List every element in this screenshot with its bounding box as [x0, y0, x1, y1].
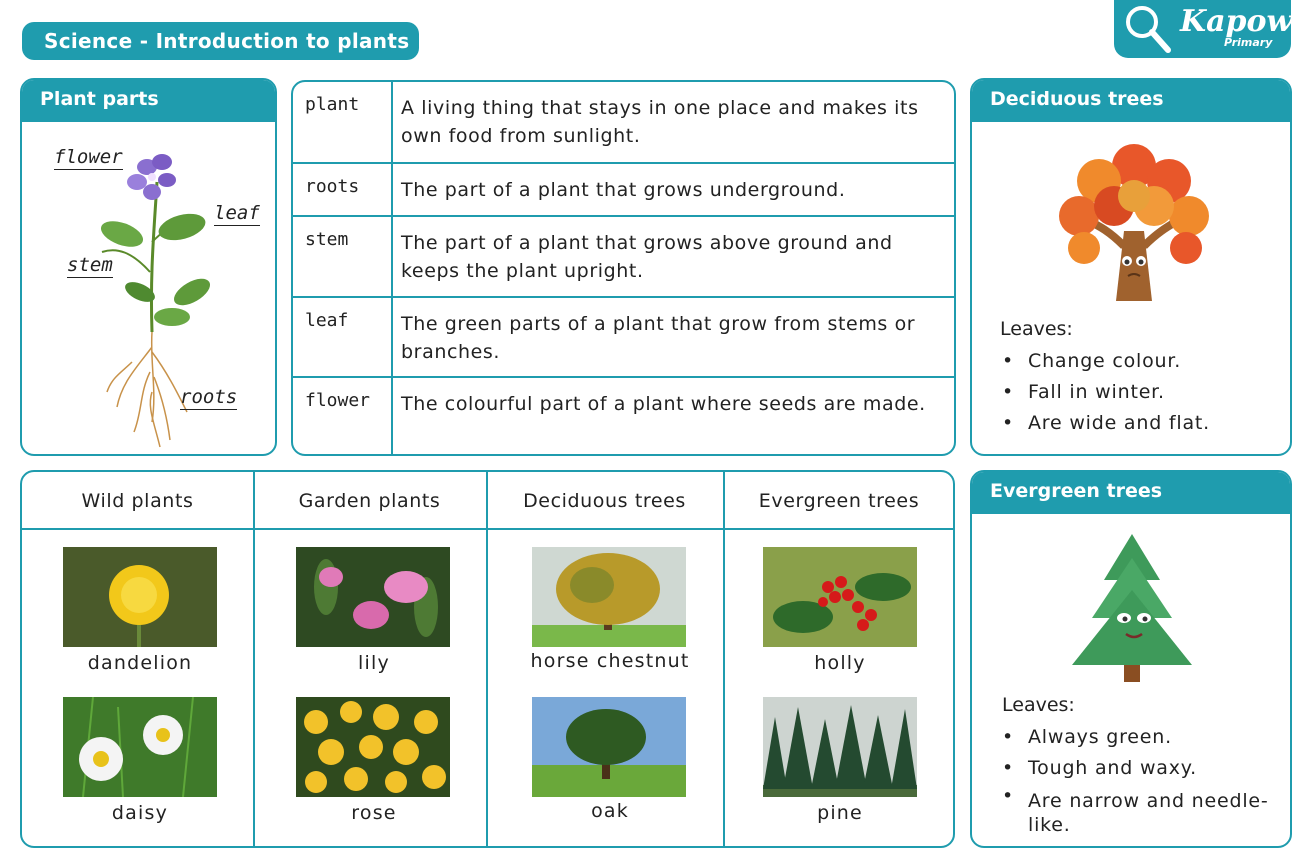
deciduous-title: Deciduous trees	[972, 80, 1290, 122]
list-item: • Are wide and flat.	[1000, 408, 1210, 439]
vocab-row	[293, 376, 954, 456]
vocab-term: leaf	[305, 310, 349, 331]
vocab-row	[293, 162, 954, 215]
column-divider	[391, 298, 393, 376]
logo-sub: Primary	[1224, 36, 1273, 49]
column-heading-evergreen: Evergreen trees	[723, 472, 955, 530]
label-roots: roots	[180, 386, 238, 408]
vocab-definition: The colourful part of a plant where seeds are made.	[401, 393, 926, 415]
caption-daisy: daisy	[111, 802, 169, 824]
caption-horse-chestnut: horse chestnut	[530, 650, 690, 672]
vocab-term: plant	[305, 94, 360, 115]
list-item: • Always green.	[1000, 722, 1280, 753]
evergreen-trees-panel	[970, 470, 1292, 848]
magnifier-icon	[1118, 0, 1178, 58]
column-heading-deciduous: Deciduous trees	[486, 472, 723, 530]
vocab-definition: The part of a plant that grows underground.	[401, 179, 846, 201]
list-item: • Fall in winter.	[1000, 377, 1210, 408]
caption-lily: lily	[358, 652, 390, 674]
vocab-term: stem	[305, 229, 349, 250]
column-divider	[391, 82, 393, 162]
daisy-photo	[63, 697, 217, 797]
plant-parts-title: Plant parts	[22, 80, 275, 122]
deciduous-leaves-list	[1000, 346, 1210, 439]
column-divider	[391, 164, 393, 215]
kapow-logo	[1114, 0, 1291, 58]
vocab-definition: The part of a plant that grows above ground and keeps the plant upright.	[401, 232, 893, 282]
vocab-definition: A living thing that stays in one place and makes its own food from sunlight.	[401, 97, 919, 147]
caption-rose: rose	[351, 802, 397, 824]
vocab-row	[293, 215, 954, 296]
evergreen-title: Evergreen trees	[972, 472, 1290, 514]
autumn-tree-illustration	[1044, 136, 1224, 306]
dandelion-photo	[63, 547, 217, 647]
list-item: • Are narrow and needle-like.	[1000, 784, 1280, 837]
rose-photo	[296, 697, 450, 797]
deciduous-trees-panel	[970, 78, 1292, 456]
vocab-term: roots	[305, 176, 360, 197]
label-leaf: leaf	[214, 202, 260, 224]
list-item: • Tough and waxy.	[1000, 753, 1280, 784]
column-divider	[391, 217, 393, 296]
label-stem: stem	[67, 254, 113, 276]
page-title: Science - Introduction to plants	[22, 22, 419, 60]
holly-photo	[763, 547, 917, 647]
list-item: • Change colour.	[1000, 346, 1210, 377]
caption-dandelion: dandelion	[87, 652, 193, 674]
plant-groups-table	[20, 470, 955, 848]
vocab-row	[293, 82, 954, 162]
vocab-term: flower	[305, 390, 371, 411]
column-heading-garden: Garden plants	[253, 472, 486, 530]
logo-brand: Kapow	[1180, 4, 1293, 39]
evergreen-leaves-label: Leaves:	[1002, 694, 1075, 716]
horse-chestnut-photo	[532, 547, 686, 647]
column-heading-wild: Wild plants	[22, 472, 253, 530]
column-divider	[391, 378, 393, 456]
oak-photo	[532, 697, 686, 797]
vocab-definition: The green parts of a plant that grow from stems or branches.	[401, 313, 916, 363]
lily-photo	[296, 547, 450, 647]
evergreen-tree-illustration	[1052, 530, 1212, 690]
vocab-row	[293, 296, 954, 376]
vocabulary-table	[291, 80, 956, 456]
caption-pine: pine	[817, 802, 863, 824]
caption-oak: oak	[591, 800, 629, 822]
deciduous-leaves-label: Leaves:	[1000, 318, 1073, 340]
plant-parts-panel	[20, 78, 277, 456]
label-flower: flower	[54, 146, 123, 168]
pine-photo	[763, 697, 917, 797]
caption-holly: holly	[814, 652, 866, 674]
evergreen-leaves-list	[1000, 722, 1280, 837]
